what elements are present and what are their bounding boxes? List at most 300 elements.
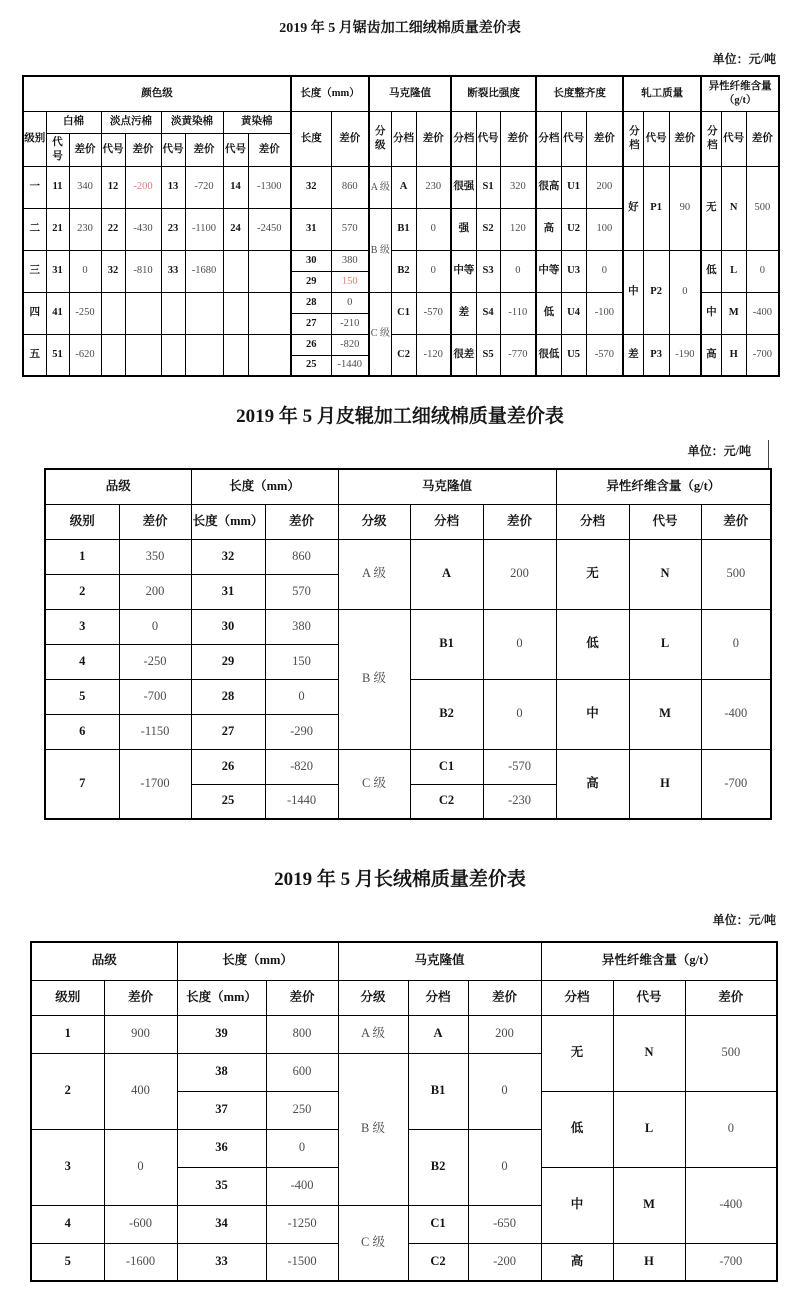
diff-cell: 0 <box>119 609 191 644</box>
desc-cell: 低 <box>701 250 721 292</box>
diff-cell: 0 <box>746 250 779 292</box>
header-cell: 长度整齐度 <box>536 76 623 111</box>
code-cell: 41 <box>46 292 69 334</box>
code-cell: 33 <box>161 250 185 292</box>
diff-cell: 0 <box>416 250 451 292</box>
desc-cell: 低 <box>536 292 561 334</box>
diff-cell: -200 <box>468 1243 541 1281</box>
diff-cell: 0 <box>500 250 536 292</box>
length-cell: 29 <box>191 644 265 679</box>
length-cell: 27 <box>291 313 331 334</box>
diff-cell: 380 <box>331 250 369 271</box>
header-cell: 代号 <box>643 111 669 166</box>
header-cell: 代号 <box>161 133 185 166</box>
diff-cell <box>248 250 291 292</box>
diff-cell: 0 <box>483 609 556 679</box>
table-row <box>23 166 779 208</box>
header-cell: 级别 <box>45 504 119 539</box>
grade-cell: 2 <box>45 574 119 609</box>
class-cell: B 级 <box>338 1053 408 1205</box>
table-header-row <box>31 980 777 1015</box>
band-cell: A <box>408 1015 468 1053</box>
diff-cell: 350 <box>119 539 191 574</box>
desc-cell: 中等 <box>536 250 561 292</box>
header-cell: 长度（mm） <box>291 76 369 111</box>
header-cell: 差价 <box>69 133 101 166</box>
band-cell: B1 <box>391 208 416 250</box>
header-cell: 差价 <box>685 980 777 1015</box>
diff-cell: -1500 <box>266 1243 338 1281</box>
code-cell: S3 <box>476 250 500 292</box>
diff-cell <box>248 334 291 376</box>
diff-cell: 0 <box>468 1129 541 1205</box>
diff-cell: -620 <box>69 334 101 376</box>
header-cell: 分级 <box>338 504 410 539</box>
diff-cell: -700 <box>685 1243 777 1281</box>
grade-cell: 二 <box>23 208 46 250</box>
header-cell: 长度（mm） <box>177 980 266 1015</box>
desc-cell: 很强 <box>451 166 476 208</box>
diff-cell: 500 <box>746 166 779 250</box>
diff-cell <box>125 334 161 376</box>
code-cell: L <box>613 1091 685 1167</box>
header-cell: 差价 <box>185 133 223 166</box>
class-cell: B 级 <box>369 208 391 292</box>
code-cell: U2 <box>561 208 586 250</box>
grade-cell: 四 <box>23 292 46 334</box>
desc-cell: 无 <box>701 166 721 250</box>
diff-cell: -1300 <box>248 166 291 208</box>
desc-cell: 中 <box>623 250 643 334</box>
diff-cell: 0 <box>483 679 556 749</box>
diff-cell: -1100 <box>185 208 223 250</box>
header-cell: 异性纤维含量（g/t） <box>701 76 779 111</box>
band-cell: C1 <box>408 1205 468 1243</box>
length-cell: 31 <box>191 574 265 609</box>
code-cell: U4 <box>561 292 586 334</box>
diff-cell: 230 <box>416 166 451 208</box>
long-staple-cotton-price-table <box>30 941 778 1282</box>
grade-cell: 3 <box>31 1129 104 1205</box>
code-cell: S4 <box>476 292 500 334</box>
table-row <box>23 334 779 355</box>
header-cell: 马克隆值 <box>369 76 451 111</box>
header-cell: 分档 <box>408 980 468 1015</box>
diff-cell: 0 <box>468 1053 541 1129</box>
table-row <box>45 609 771 644</box>
header-cell: 差价 <box>125 133 161 166</box>
desc-cell: 强 <box>451 208 476 250</box>
diff-cell: 0 <box>416 208 451 250</box>
length-cell: 38 <box>177 1053 266 1091</box>
diff-cell: -2450 <box>248 208 291 250</box>
header-cell: 差价 <box>331 111 369 166</box>
length-cell: 32 <box>191 539 265 574</box>
header-cell: 代号 <box>561 111 586 166</box>
header-cell: 级别 <box>23 111 46 166</box>
band-cell: C1 <box>391 292 416 334</box>
length-cell: 31 <box>291 208 331 250</box>
header-cell: 分档 <box>701 111 721 166</box>
diff-cell: 0 <box>701 609 771 679</box>
desc-cell: 差 <box>623 334 643 376</box>
diff-cell: -570 <box>416 292 451 334</box>
diff-cell: 230 <box>69 208 101 250</box>
band-cell: C2 <box>408 1243 468 1281</box>
grade-cell: 1 <box>45 539 119 574</box>
diff-cell: -100 <box>586 292 623 334</box>
desc-cell: 高 <box>556 749 629 819</box>
length-cell: 36 <box>177 1129 266 1167</box>
code-cell: 21 <box>46 208 69 250</box>
diff-cell: 500 <box>701 539 771 609</box>
header-cell: 差价 <box>483 504 556 539</box>
table-header-row <box>45 504 771 539</box>
header-cell: 白棉 <box>46 111 101 133</box>
desc-cell: 差 <box>451 292 476 334</box>
desc-cell: 低 <box>541 1091 613 1167</box>
desc-cell: 中 <box>701 292 721 334</box>
diff-cell: -700 <box>746 334 779 376</box>
header-cell: 代号 <box>101 133 125 166</box>
diff-cell: 200 <box>586 166 623 208</box>
band-cell: B1 <box>410 609 483 679</box>
band-cell: B2 <box>410 679 483 749</box>
table-header-row <box>45 469 771 504</box>
diff-cell: -700 <box>119 679 191 714</box>
table-header-row <box>23 76 779 111</box>
grade-cell: 4 <box>31 1205 104 1243</box>
header-cell: 差价 <box>669 111 701 166</box>
code-cell: 51 <box>46 334 69 376</box>
band-cell: A <box>391 166 416 208</box>
length-cell: 30 <box>291 250 331 271</box>
table-row <box>23 250 779 271</box>
roller-cotton-price-table <box>44 468 772 820</box>
header-cell: 分档 <box>556 504 629 539</box>
diff-cell: -570 <box>586 334 623 376</box>
table2-title: 2019 年 5 月皮辊加工细绒棉质量差价表 <box>236 406 564 427</box>
code-cell <box>101 334 125 376</box>
desc-cell: 高 <box>541 1243 613 1281</box>
class-cell: B 级 <box>338 609 410 749</box>
code-cell: U1 <box>561 166 586 208</box>
diff-cell: 0 <box>266 1129 338 1167</box>
diff-cell <box>185 292 223 334</box>
diff-cell: 90 <box>669 166 701 250</box>
code-cell: S1 <box>476 166 500 208</box>
diff-cell: -1700 <box>119 749 191 819</box>
table-row <box>45 539 771 574</box>
desc-cell: 中等 <box>451 250 476 292</box>
diff-cell: 0 <box>104 1129 177 1205</box>
grade-cell: 一 <box>23 166 46 208</box>
header-cell: 品级 <box>45 469 191 504</box>
code-cell <box>161 334 185 376</box>
grade-cell: 2 <box>31 1053 104 1129</box>
header-cell: 异性纤维含量（g/t） <box>541 942 777 980</box>
header-cell: 分级 <box>369 111 391 166</box>
diff-cell: 570 <box>265 574 338 609</box>
code-cell: 23 <box>161 208 185 250</box>
length-cell: 25 <box>191 784 265 819</box>
diff-cell: -1150 <box>119 714 191 749</box>
desc-cell: 高 <box>536 208 561 250</box>
header-cell: 淡点污棉 <box>101 111 161 133</box>
desc-cell: 低 <box>556 609 629 679</box>
header-cell: 长度 <box>291 111 331 166</box>
diff-cell: 0 <box>265 679 338 714</box>
diff-cell: -770 <box>500 334 536 376</box>
diff-cell: 150 <box>331 271 369 292</box>
desc-cell: 无 <box>541 1015 613 1091</box>
length-cell: 29 <box>291 271 331 292</box>
desc-cell: 高 <box>701 334 721 376</box>
code-cell: P2 <box>643 250 669 334</box>
diff-cell <box>248 292 291 334</box>
code-cell: 12 <box>101 166 125 208</box>
code-cell: L <box>629 609 701 679</box>
desc-cell: 中 <box>541 1167 613 1243</box>
length-cell: 34 <box>177 1205 266 1243</box>
header-cell: 断裂比强度 <box>451 76 536 111</box>
diff-cell: -400 <box>746 292 779 334</box>
class-cell: A 级 <box>369 166 391 208</box>
code-cell: 31 <box>46 250 69 292</box>
header-cell: 长度（mm） <box>191 504 265 539</box>
table3-unit-label: 单位：元/吨 <box>712 913 776 927</box>
diff-cell: -250 <box>119 644 191 679</box>
desc-cell: 好 <box>623 166 643 250</box>
diff-cell: -820 <box>265 749 338 784</box>
band-cell: B2 <box>408 1129 468 1205</box>
code-cell: N <box>721 166 746 250</box>
header-cell: 代号 <box>476 111 500 166</box>
code-cell: 24 <box>223 208 248 250</box>
diff-cell: 0 <box>331 292 369 313</box>
diff-cell: 0 <box>685 1091 777 1167</box>
header-cell: 分档 <box>391 111 416 166</box>
header-cell: 颜色级 <box>23 76 291 111</box>
code-cell <box>223 292 248 334</box>
diff-cell: -120 <box>416 334 451 376</box>
header-cell: 差价 <box>265 504 338 539</box>
header-cell: 代号 <box>613 980 685 1015</box>
length-cell: 39 <box>177 1015 266 1053</box>
length-cell: 30 <box>191 609 265 644</box>
desc-cell: 中 <box>556 679 629 749</box>
diff-cell: -200 <box>125 166 161 208</box>
diff-cell <box>125 292 161 334</box>
diff-cell: 860 <box>331 166 369 208</box>
header-cell: 差价 <box>468 980 541 1015</box>
code-cell <box>101 292 125 334</box>
header-cell: 黄染棉 <box>223 111 291 133</box>
grade-cell: 4 <box>45 644 119 679</box>
header-cell: 长度（mm） <box>191 469 338 504</box>
desc-cell: 很高 <box>536 166 561 208</box>
code-cell: N <box>613 1015 685 1091</box>
diff-cell: -1440 <box>265 784 338 819</box>
table-row <box>45 749 771 784</box>
header-cell: 品级 <box>31 942 177 980</box>
header-cell: 差价 <box>119 504 191 539</box>
diff-cell: 0 <box>669 250 701 334</box>
code-cell <box>223 334 248 376</box>
band-cell: A <box>410 539 483 609</box>
header-cell: 差价 <box>746 111 779 166</box>
class-cell: C 级 <box>338 749 410 819</box>
diff-cell: 200 <box>483 539 556 609</box>
length-cell: 37 <box>177 1091 266 1129</box>
header-cell: 代号 <box>721 111 746 166</box>
diff-cell: -210 <box>331 313 369 334</box>
header-cell: 差价 <box>586 111 623 166</box>
diff-cell: 600 <box>266 1053 338 1091</box>
table-header-row <box>23 111 779 133</box>
grade-cell: 5 <box>45 679 119 714</box>
header-cell: 代号 <box>629 504 701 539</box>
header-cell: 轧工质量 <box>623 76 701 111</box>
diff-cell: -400 <box>266 1167 338 1205</box>
diff-cell: -820 <box>331 334 369 355</box>
header-cell: 长度（mm） <box>177 942 338 980</box>
diff-cell: -700 <box>701 749 771 819</box>
length-cell: 27 <box>191 714 265 749</box>
header-cell: 差价 <box>701 504 771 539</box>
diff-cell: -290 <box>265 714 338 749</box>
band-cell: C1 <box>410 749 483 784</box>
diff-cell: -430 <box>125 208 161 250</box>
code-cell: S2 <box>476 208 500 250</box>
grade-cell: 6 <box>45 714 119 749</box>
diff-cell: -190 <box>669 334 701 376</box>
class-cell: A 级 <box>338 539 410 609</box>
table-header-row <box>31 942 777 980</box>
length-cell: 25 <box>291 355 331 376</box>
length-cell: 28 <box>291 292 331 313</box>
grade-cell: 5 <box>31 1243 104 1281</box>
class-cell: C 级 <box>369 292 391 376</box>
diff-cell: -1440 <box>331 355 369 376</box>
desc-cell: 很低 <box>536 334 561 376</box>
header-cell: 差价 <box>416 111 451 166</box>
diff-cell: -810 <box>125 250 161 292</box>
diff-cell: -570 <box>483 749 556 784</box>
code-cell: N <box>629 539 701 609</box>
header-cell: 异性纤维含量（g/t） <box>556 469 771 504</box>
code-cell: M <box>613 1167 685 1243</box>
code-cell: 11 <box>46 166 69 208</box>
header-cell: 马克隆值 <box>338 469 556 504</box>
diff-cell: 0 <box>69 250 101 292</box>
table2-unit-label: 单位：元/吨 <box>687 444 751 458</box>
header-cell: 分级 <box>338 980 408 1015</box>
sawginned-cotton-price-table <box>22 75 780 377</box>
code-cell: M <box>721 292 746 334</box>
header-cell: 差价 <box>104 980 177 1015</box>
code-cell <box>223 250 248 292</box>
diff-cell: -400 <box>685 1167 777 1243</box>
diff-cell: -600 <box>104 1205 177 1243</box>
diff-cell: 500 <box>685 1015 777 1091</box>
diff-cell: 900 <box>104 1015 177 1053</box>
band-cell: B1 <box>408 1053 468 1129</box>
code-cell: S5 <box>476 334 500 376</box>
code-cell: P3 <box>643 334 669 376</box>
diff-cell <box>185 334 223 376</box>
band-cell: C2 <box>391 334 416 376</box>
diff-cell: 380 <box>265 609 338 644</box>
header-cell: 分档 <box>623 111 643 166</box>
diff-cell: -1680 <box>185 250 223 292</box>
diff-cell: 800 <box>266 1015 338 1053</box>
header-cell: 分档 <box>541 980 613 1015</box>
code-cell: 14 <box>223 166 248 208</box>
desc-cell: 无 <box>556 539 629 609</box>
diff-cell: 320 <box>500 166 536 208</box>
diff-cell: -1250 <box>266 1205 338 1243</box>
table-row <box>31 1015 777 1053</box>
header-cell: 代号 <box>223 133 248 166</box>
length-cell: 26 <box>291 334 331 355</box>
code-cell: U3 <box>561 250 586 292</box>
code-cell <box>161 292 185 334</box>
diff-cell: 100 <box>586 208 623 250</box>
class-cell: A 级 <box>338 1015 408 1053</box>
header-cell: 分档 <box>451 111 476 166</box>
diff-cell: -1600 <box>104 1243 177 1281</box>
diff-cell: 200 <box>468 1015 541 1053</box>
desc-cell: 很差 <box>451 334 476 376</box>
diff-cell: -230 <box>483 784 556 819</box>
header-cell: 分档 <box>536 111 561 166</box>
band-cell: C2 <box>410 784 483 819</box>
length-cell: 26 <box>191 749 265 784</box>
length-cell: 35 <box>177 1167 266 1205</box>
header-cell: 差价 <box>500 111 536 166</box>
grade-cell: 1 <box>31 1015 104 1053</box>
code-cell: 13 <box>161 166 185 208</box>
class-cell: C 级 <box>338 1205 408 1281</box>
header-cell: 代号 <box>46 133 69 166</box>
diff-cell: 120 <box>500 208 536 250</box>
length-cell: 32 <box>291 166 331 208</box>
diff-cell: -650 <box>468 1205 541 1243</box>
code-cell: L <box>721 250 746 292</box>
diff-cell: 250 <box>266 1091 338 1129</box>
length-cell: 28 <box>191 679 265 714</box>
code-cell: H <box>721 334 746 376</box>
band-cell: B2 <box>391 250 416 292</box>
grade-cell: 7 <box>45 749 119 819</box>
table3-title: 2019 年 5 月长绒棉质量差价表 <box>274 869 526 890</box>
header-cell: 级别 <box>31 980 104 1015</box>
table1-title: 2019 年 5 月锯齿加工细绒棉质量差价表 <box>279 21 521 36</box>
diff-cell: -110 <box>500 292 536 334</box>
header-cell: 差价 <box>266 980 338 1015</box>
diff-cell: 340 <box>69 166 101 208</box>
diff-cell: 200 <box>119 574 191 609</box>
diff-cell: 400 <box>104 1053 177 1129</box>
stray-border-line <box>768 440 769 468</box>
code-cell: 22 <box>101 208 125 250</box>
code-cell: H <box>613 1243 685 1281</box>
diff-cell: 0 <box>586 250 623 292</box>
diff-cell: 150 <box>265 644 338 679</box>
code-cell: H <box>629 749 701 819</box>
grade-cell: 3 <box>45 609 119 644</box>
